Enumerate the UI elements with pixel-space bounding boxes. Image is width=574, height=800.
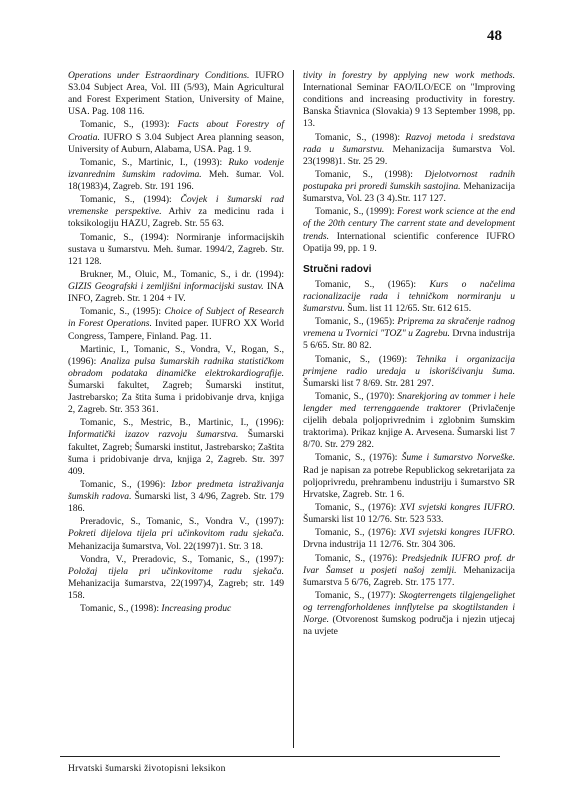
reference-title: Skogterrengets tilgjengelighet og terrengforholdenes innflytelse pa skogtilstanden i Norge. [303,589,515,626]
reference-rest: International scientific conference IUFRO Opatija 99, pp. 1 9. [303,230,515,254]
reference-rest: Meh. šumar. Vol. 18(1983)4, Zagreb. Str. 191 196. [68,168,284,193]
reference-pre: Tomanic, S., (1999): [315,206,397,218]
reference-title: Predsjednik IUFRO prof. dr Ivar Šamset u posjeti našoj zemlji. [303,552,515,576]
reference-rest: Drvna industrija 5 6/65. Str. 80 82. [303,328,515,352]
reference-title: Tehnika i organizacija primjene radio uredaja u iskorišćivanju šuma. [303,353,515,377]
column-divider [293,70,294,748]
reference-entry [68,306,284,342]
section-heading: Stručni radovi [303,263,372,275]
reference-entry [68,344,284,417]
reference-pre: Tomanic, S., (1996): [80,478,172,490]
right-refs-a [303,70,515,255]
reference-entry [68,603,284,615]
reference-title: Čovjek i šumarski rad vremenske perspektive. [68,194,284,218]
reference-title: Djelotvornost radnih postupaka pri proredi šumskih sastojina. [303,168,515,193]
reference-title: Pokreti dijelova tijela pri učinkovitom radu sjekača. [68,528,284,540]
reference-rest: Šum. list 11 12/65. Str. 612 615. [344,302,472,314]
reference-pre: Tomanic, S., (1994): Normiranje informacijskih sustava u šumarstvu. Meh. šumar. 1994/2, Zagreb. Str. 121 128. [68,231,284,267]
reference-entry [68,554,284,602]
reference-rest: Rad je napisan za potrebe Republickog sekretarijata za poljoprivredu, prehrambenu industriju i šumarstvo SR Hrvatske, Zagreb. Str. 1 6. [303,464,515,500]
reference-pre: Tomanic, S., (1995): [80,306,165,318]
reference-entry [68,157,284,193]
reference-pre: Martinic, I., Tomanic, S., Vondra, V., Rogan, S., (1996): [68,343,284,367]
reference-entry [303,502,515,526]
reference-title: Forest work science at the end of the 20th century The carrent state and development trends. [303,206,515,242]
reference-rest: Šumarski fakultet, Zagreb; Šumarski institut, Jastrebarsko; Zaštita šuma i pridobivanje drva, knjiga 2, Zagreb. Str. 397 409. [68,429,284,477]
reference-rest: (Otvorenost šumskog područja i njezin utjecaj na uvjete [303,614,515,638]
footer-rule [60,756,500,757]
reference-title: Izbor predmeta istraživanja šumskih radova. [68,478,284,503]
reference-title: Analiza pulsa šumarskih radnika statističkom obradom podataka dinamičke elektrokardiografije. [68,355,284,379]
reference-entry [68,269,284,305]
reference-rest: Šumarski list, 3 4/96, Zagreb. Str. 179 186. [68,491,285,515]
reference-title: XVI svjetski kongres IUFRO. [399,527,515,539]
reference-title: tivity in forestry by applying new work methods. [303,70,515,81]
reference-entry [68,232,284,268]
reference-title: Šume i šumarstvo Norveške. [401,452,515,464]
reference-rest: Drvna industrija 11 12/76. Str. 304 306. [303,539,456,551]
reference-pre: Vondra, V., Preradovic, S., Tomanic, S., (1997): [80,553,284,565]
reference-pre: Tomanic, S., (1976): [315,527,400,539]
reference-title: Operations under Estraordinary Conditions. [68,70,250,81]
reference-pre: Tomanic, S., (1998): [80,603,162,615]
reference-rest: IUFRO S3.04 Subject Area, Vol. III (5/93), Main Agricultural and Forest Experiment Station, University of Maine, USA. Pag. 108 116. [68,70,284,118]
reference-title: Choice of Subject of Research in Forest Operations. [68,306,284,330]
reference-rest: (Privlačenje cijelih debala poljoprivrednim i zglobnim šumskim traktorima). Prikaz knjige A. Arvesena. Šumarski list 7 8/70. Str. 279 282. [303,403,515,451]
reference-title: XVI svjetski kongres IUFRO. [399,501,515,513]
reference-title: Položaj tijela pri učinkovitome radu sjekača. [68,565,284,577]
reference-entry [303,279,515,315]
reference-entry [68,417,284,477]
reference-rest: INA INFO, Zagreb. Str. 1 204 + IV. [68,281,285,305]
reference-title: Kurs o načelima racionalizacije rada i tehničkom normiranju u šumarstvu. [303,278,515,314]
reference-pre: Tomanic, S., (1993): [80,119,178,131]
reference-pre: Tomanic, S., (1976): [315,501,400,513]
reference-title: Snarekjoring av tommer i hele lengder med terrenggaende traktorer [303,390,516,414]
reference-entry [303,316,515,352]
reference-title: Ruko vodenje izvanrednim šumskim radovima. [68,156,284,180]
reference-entry [303,169,515,205]
reference-entry [303,391,515,451]
reference-rest: IUFRO S 3.04 Subject Area planning season, University of Auburn, Alabama, USA. Pag. 1 9. [68,131,284,155]
reference-pre: Preradovic, S., Tomanic, S., Vondra V., (1997): [80,516,284,528]
reference-entry [303,354,515,390]
reference-entry [303,132,515,168]
reference-pre: Tomanic, S., (1977): [315,589,400,601]
reference-entry [303,452,515,500]
reference-rest: Šumarski fakultet, Zagreb; Šumarski institut, Jastrebarsko; Za štita šuma i pridobivanje drva, knjiga 2, Zagreb. Str. 353 361. [68,380,284,416]
reference-entry [303,553,515,589]
reference-pre: Tomanic, S., (1965): [315,316,398,328]
reference-pre: Tomanic, S., Martinic, I., (1993): [80,156,229,168]
reference-entry [303,70,515,130]
reference-title: Informatički izazov razvoju šumarstva. [68,429,239,441]
reference-pre: Tomanic, S., (1970): [315,390,398,402]
reference-entry [303,590,515,638]
reference-pre: Tomanic, S., (1998): [315,168,425,180]
reference-title: GIZIS Geografski i zemljišni informacijski sustav. [68,281,264,293]
right-column [303,70,515,639]
reference-rest: Šumarski list 10 12/76. Str. 523 533. [303,514,444,526]
reference-title: Razvoj metoda i sredstava rada u šumarstvu. [303,131,515,155]
reference-pre: Tomanic, S., (1976): [315,552,402,564]
reference-title: Facts about Forestry of Croatia. [68,119,284,143]
reference-rest: Mehanizacija šumarstva, Vol. 22(1997)1. Str. 3 18. [68,540,263,552]
reference-pre: Brukner, M., Oluic, M., Tomanic, S., i dr. (1994): [80,268,284,280]
reference-entry [68,479,284,515]
reference-entry [68,516,284,552]
reference-rest: Mehanizacija šumarstva, 22(1997)4, Zagreb; str. 149 158. [68,577,284,601]
reference-title: Increasing produc [161,603,232,615]
reference-rest: Invited paper. IUFRO XX World Congress, Tampere, Finland. Pag. 11. [68,318,284,342]
right-refs-b [303,279,515,638]
reference-title: Priprema za skračenje radnog vremena u Tvornici "TOZ" u Zagrebu. [303,316,515,340]
reference-pre: Tomanic, S., Mestric, B., Martinic, I., (1996): [80,417,284,429]
reference-rest: Arhiv za medicinu rada i toksikologiju HAZU, Zagreb. Str. 55 63. [68,206,284,230]
reference-rest: Mehanizacija šumarstva, Vol. 23 (3 4).Str. 117 127. [303,181,515,205]
reference-entry [303,206,515,254]
reference-entry [303,527,515,551]
reference-rest: Šumarski list 7 8/69. Str. 281 297. [303,377,434,389]
reference-rest: Mehanizacija šumarstva Vol. 23(1998)1. Str. 25 29. [303,143,515,167]
reference-entry [68,70,284,118]
reference-pre: Tomanic, S., (1994): [80,194,181,206]
reference-rest: International Seminar FAO/ILO/ECE on "Improving conditions and increasing productivity in forestry. Banska Štiavnica (Slovakia) 9 13 September 1998, pp. 13. [303,82,515,130]
reference-entry [68,194,284,230]
reference-pre: Tomanic, S., (1998): [315,131,406,143]
reference-pre: Tomanic, S., (1969): [315,353,417,365]
page-number: 48 [487,28,502,44]
reference-pre: Tomanic, S., (1965): [315,278,430,290]
reference-pre: Tomanic, S., (1976): [315,452,402,464]
footer-text: Hrvatski šumarski životopisni leksikon [68,763,226,774]
left-column [68,70,284,616]
reference-rest: Mehanizacija šumarstva 5 6/76, Zagreb. Str. 175 177. [303,564,515,588]
reference-entry [68,119,284,155]
